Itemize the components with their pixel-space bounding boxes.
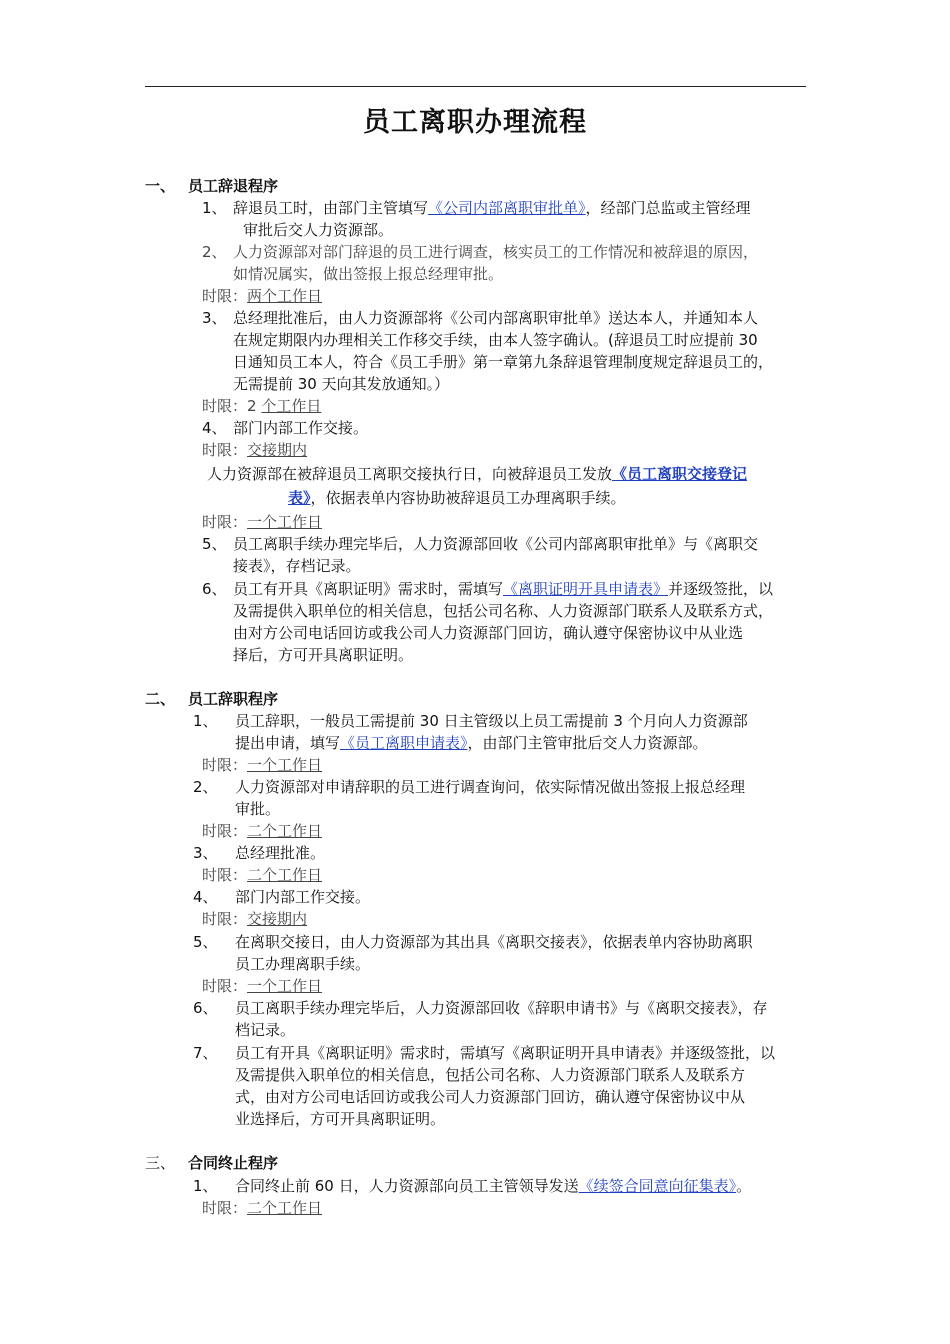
s1-item-6-line-1: 员工有开具《离职证明》需求时，需填写《离职证明开具申请表》并逐级签批，以 xyxy=(233,580,774,598)
approval-form-link[interactable]: 《公司内部离职审批单》 xyxy=(428,199,586,217)
s2-time-limit-4: 时限：交接期内 xyxy=(202,910,308,928)
s2-item-1-number: 1、 xyxy=(193,712,218,730)
s1-item-2-line-2: 如情况属实，做出签报上报总经理审批。 xyxy=(233,265,504,283)
handover-form-link[interactable]: 《员工离职交接登记 xyxy=(612,465,748,483)
s1-item-4-number: 4、 xyxy=(202,419,227,437)
s1-item-3-line-1: 总经理批准后，由人力资源部将《公司内部离职审批单》送达本人，并通知本人 xyxy=(233,309,759,327)
s3-item-1-line-1: 合同终止前 60 日，人力资源部向员工主管领导发送《续签合同意向征集表》。 xyxy=(235,1177,752,1195)
s1-note-line-2: 表》，依据表单内容协助被辞退员工办理离职手续。 xyxy=(288,489,626,507)
s2-item-7-number: 7、 xyxy=(193,1044,218,1062)
resignation-form-link[interactable]: 《员工离职申请表》 xyxy=(340,734,468,752)
s2-item-1-line-1: 员工辞职，一般员工需提前 30 日主管级以上员工需提前 3 个月向人力资源部 xyxy=(235,712,748,730)
s2-item-2-line-1: 人力资源部对申请辞职的员工进行调查询问，依实际情况做出签报上报总经理 xyxy=(235,778,746,796)
s2-time-limit-2: 时限：二个工作日 xyxy=(202,822,323,840)
s1-item-5-line-2: 接表》，存档记录。 xyxy=(233,557,361,575)
s2-item-4-line-1: 部门内部工作交接。 xyxy=(235,888,371,906)
section-2-heading: 员工辞职程序 xyxy=(188,690,279,708)
s1-item-2-number: 2、 xyxy=(202,243,227,261)
s1-item-5-line-1: 员工离职手续办理完毕后，人力资源部回收《公司内部离职审批单》与《离职交 xyxy=(233,535,759,553)
renewal-survey-form-link[interactable]: 《续签合同意向征集表》 xyxy=(578,1177,737,1195)
s2-item-7-line-1: 员工有开具《离职证明》需求时，需填写《离职证明开具申请表》并逐级签批，以 xyxy=(235,1044,776,1062)
s1-item-6-line-3: 由对方公司电话回访或我公司人力资源部门回访，确认遵守保密协议中从业选 xyxy=(233,624,744,642)
s1-item-3-line-2: 在规定期限内办理相关工作移交手续，由本人签字确认。(辞退员工时应提前 30 xyxy=(233,331,758,349)
s1-item-3-line-3: 日通知员工本人，符合《员工手册》第一章第九条辞退管理制度规定辞退员工的， xyxy=(233,353,774,371)
s1-item-6-line-2: 及需提供入职单位的相关信息，包括公司名称、人力资源部门联系人及联系方式， xyxy=(233,602,774,620)
s2-time-limit-5: 时限：一个工作日 xyxy=(202,977,323,995)
s3-item-1-number: 1、 xyxy=(193,1177,218,1195)
s1-item-6-line-4: 择后，方可开具离职证明。 xyxy=(233,646,414,664)
s3-time-limit-1: 时限：二个工作日 xyxy=(202,1199,323,1217)
s2-item-5-line-2: 员工办理离职手续。 xyxy=(235,955,371,973)
s2-item-3-line-1: 总经理批准。 xyxy=(235,844,326,862)
s1-item-1-line-1: 辞退员工时，由部门主管填写《公司内部离职审批单》，经部门总监或主管经理 xyxy=(233,199,751,217)
s2-item-6-number: 6、 xyxy=(193,999,218,1017)
s2-item-5-line-1: 在离职交接日，由人力资源部为其出具《离职交接表》，依据表单内容协助离职 xyxy=(235,933,753,951)
s2-item-2-line-2: 审批。 xyxy=(235,800,281,818)
s1-item-1-number: 1、 xyxy=(202,199,227,217)
s2-item-2-number: 2、 xyxy=(193,778,218,796)
s2-time-limit-3: 时限：二个工作日 xyxy=(202,866,323,884)
s1-item-3-number: 3、 xyxy=(202,309,227,327)
s2-item-3-number: 3、 xyxy=(193,844,218,862)
section-3-heading: 合同终止程序 xyxy=(188,1154,279,1172)
s1-item-4-line-1: 部门内部工作交接。 xyxy=(233,419,369,437)
s2-item-7-line-3: 式，由对方公司电话回访或我公司人力资源部门回访，确认遵守保密协议中从 xyxy=(235,1088,746,1106)
s1-time-limit-3: 时限：交接期内 xyxy=(202,441,308,459)
s2-item-6-line-2: 档记录。 xyxy=(235,1021,296,1039)
s2-item-1-line-2: 提出申请，填写《员工离职申请表》，由部门主管审批后交人力资源部。 xyxy=(235,734,708,752)
section-1-number: 一、 xyxy=(145,177,176,195)
s1-item-2-line-1: 人力资源部对部门辞退的员工进行调查，核实员工的工作情况和被辞退的原因， xyxy=(233,243,759,261)
s1-time-limit-1: 时限：两个工作日 xyxy=(202,287,323,305)
certificate-request-form-link[interactable]: 《离职证明开具申请表》 xyxy=(503,580,669,598)
s2-item-4-number: 4、 xyxy=(193,888,218,906)
header-rule xyxy=(145,86,806,87)
s2-item-5-number: 5、 xyxy=(193,933,218,951)
section-1-heading: 员工辞退程序 xyxy=(188,177,279,195)
page-title: 员工离职办理流程 xyxy=(363,107,587,138)
s1-item-3-line-4: 无需提前 30 天向其发放通知。） xyxy=(233,375,450,393)
s2-time-limit-1: 时限：一个工作日 xyxy=(202,756,323,774)
section-2-number: 二、 xyxy=(145,690,176,708)
s2-item-6-line-1: 员工离职手续办理完毕后，人力资源部回收《辞职申请书》与《离职交接表》，存 xyxy=(235,999,768,1017)
handover-form-link-cont[interactable]: 表》 xyxy=(288,489,311,507)
s1-item-1-line-2: 审批后交人力资源部。 xyxy=(243,221,394,239)
s1-item-6-number: 6、 xyxy=(202,580,227,598)
s1-time-limit-4: 时限：一个工作日 xyxy=(202,513,323,531)
s2-item-7-line-4: 业选择后，方可开具离职证明。 xyxy=(235,1110,446,1128)
s2-item-7-line-2: 及需提供入职单位的相关信息，包括公司名称、人力资源部门联系人及联系方 xyxy=(235,1066,746,1084)
s1-time-limit-2: 时限：2 个工作日 xyxy=(202,397,322,415)
section-3-number: 三、 xyxy=(145,1154,176,1172)
s1-item-5-number: 5、 xyxy=(202,535,227,553)
s1-note-line-1: 人力资源部在被辞退员工离职交接执行日，向被辞退员工发放《员工离职交接登记 xyxy=(207,465,748,483)
